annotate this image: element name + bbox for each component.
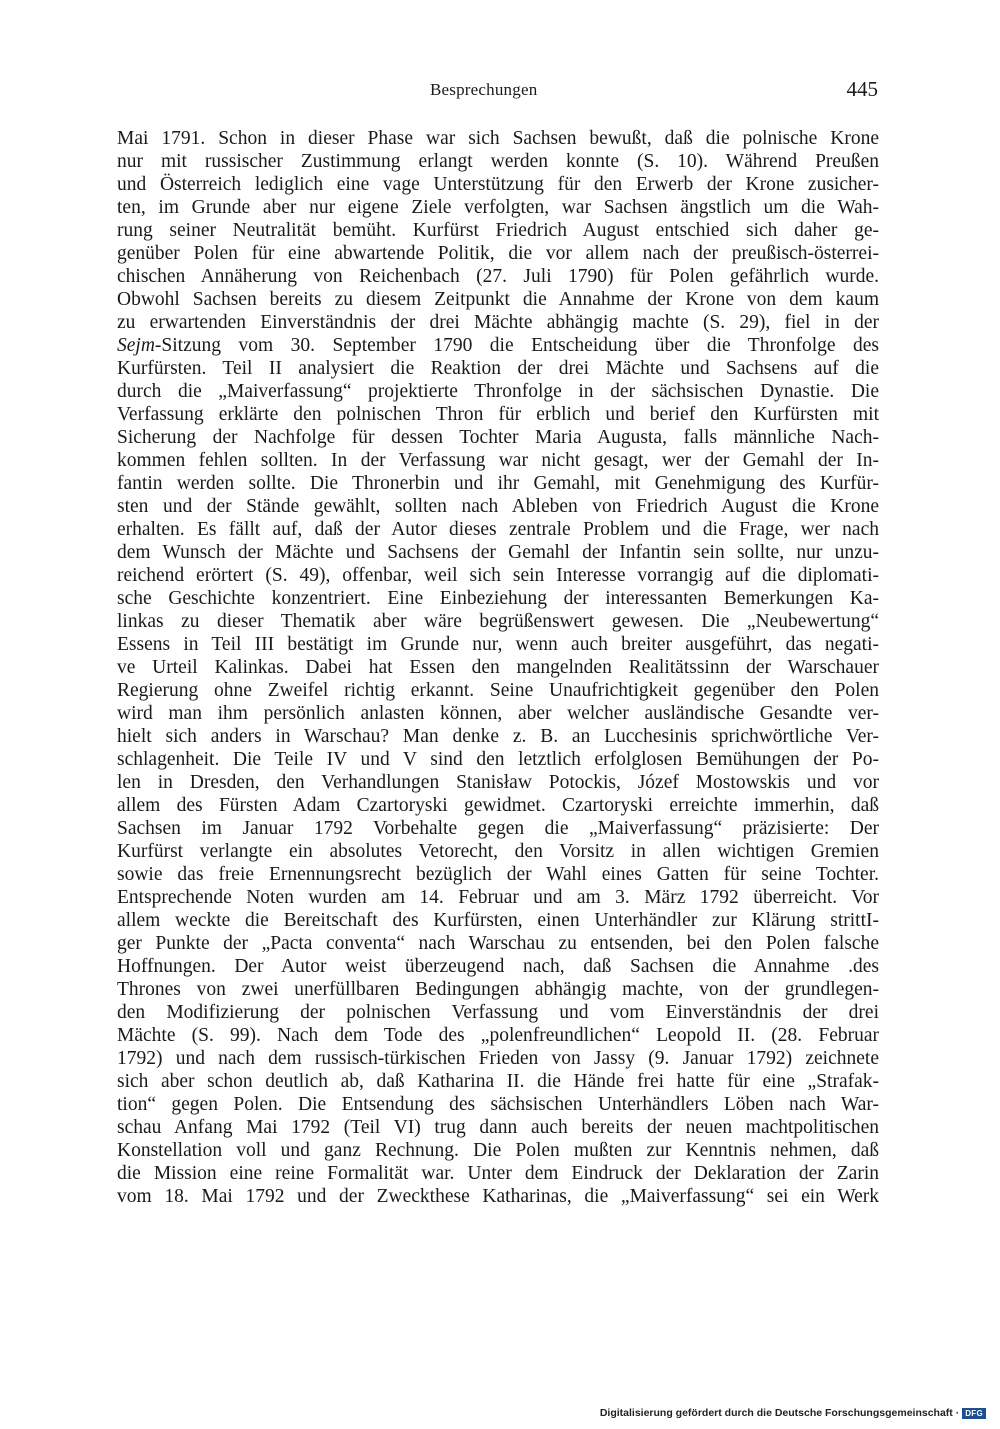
text-line: wird man ihm persönlich anlasten können, aber welcher ausländische Gesandte ver- [117,703,879,724]
text-line: Kurfürst verlangte ein absolutes Vetorecht, den Vorsitz in allen wichtigen Gremien [117,841,879,862]
running-title: Besprechungen [430,80,538,99]
text-line: ve Urteil Kalinkas. Dabei hat Essen den mangelnden Realitätssinn der Warschauer [117,657,879,678]
text-line: durch die „Maiverfassung“ projektierte Thronfolge in der sächsischen Dynastie. Die [117,381,879,402]
text-line: sten und der Stände gewählt, sollten nach Ableben von Friedrich August die Krone [117,496,879,517]
text-line: 1792) und nach dem russisch-türkischen Frieden von Jassy (9. Januar 1792) zeichnete [117,1048,879,1069]
body-text [117,127,879,1208]
text-line: vom 18. Mai 1792 und der Zweckthese Katharinas, die „Maiverfassung“ sei ein Werk [117,1186,879,1207]
text-line: Entsprechende Noten wurden am 14. Februar und am 3. März 1792 überreicht. Vor [117,887,879,908]
text-line: schlagenheit. Die Teile IV und V sind den letztlich erfolglosen Bemühungen der Po- [117,749,879,770]
page-number: 445 [846,77,878,101]
text-line: Mächte (S. 99). Nach dem Tode des „polenfreundlichen“ Leopold II. (28. Februar [117,1025,879,1046]
running-head [0,77,1000,108]
text-line: Sejm-Sitzung vom 30. September 1790 die Entscheidung über die Thronfolge des [117,335,879,356]
text-line: ten, im Grunde aber nur eigene Ziele verfolgten, war Sachsen ängstlich um die Wah- [117,197,879,218]
text-line: rung seiner Neutralität bemüht. Kurfürst Friedrich August entschied sich daher ge- [117,220,879,241]
text-line: Obwohl Sachsen bereits zu diesem Zeitpunkt die Annahme der Krone von dem kaum [117,289,879,310]
text-line: schau Anfang Mai 1792 (Teil VI) trug dann auch bereits der neuen machtpolitischen [117,1117,879,1138]
text-line: hielt sich anders in Warschau? Man denke z. B. an Lucchesinis sprichwörtliche Ver- [117,726,879,747]
text-line: Verfassung erklärte den polnischen Thron für erblich und berief den Kurfürsten mit [117,404,879,425]
text-line: Sicherung der Nachfolge für dessen Tochter Maria Augusta, falls männliche Nach- [117,427,879,448]
text-line: Thrones von zwei unerfüllbaren Bedingungen abhängig machte, von der grundlegen- [117,979,879,1000]
text-line: fantin werden sollte. Die Thronerbin und ihr Gemahl, mit Genehmigung des Kurfür- [117,473,879,494]
text-line: linkas zu dieser Thematik aber wäre begrüßenswert gewesen. Die „Neubewertung“ [117,611,879,632]
text-line: Regierung ohne Zweifel richtig erkannt. Seine Unaufrichtigkeit gegenüber den Polen [117,680,879,701]
text-line: allem des Fürsten Adam Czartoryski gewidmet. Czartoryski erreichte immerhin, daß [117,795,879,816]
text-line: den Modifizierung der polnischen Verfassung und vom Einverständnis der drei [117,1002,879,1023]
text-line: tion“ gegen Polen. Die Entsendung des sächsischen Unterhändlers Löben nach War- [117,1094,879,1115]
text-line: len in Dresden, den Verhandlungen Stanisław Potockis, Józef Mostowskis und vor [117,772,879,793]
text-line: erhalten. Es fällt auf, daß der Autor dieses zentrale Problem und die Frage, wer nach [117,519,879,540]
text-line: genüber Polen für eine abwartende Politik, die vor allem nach der preußisch-österrei- [117,243,879,264]
text-line: kommen fehlen sollten. In der Verfassung war nicht gesagt, wer der Gemahl der In- [117,450,879,471]
text-line: Sachsen im Januar 1792 Vorbehalte gegen die „Maiverfassung“ präzisierte: Der [117,818,879,839]
text-line: allem weckte die Bereitschaft des Kurfürsten, einen Unterhändler zur Klärung strittI- [117,910,879,931]
text-line: nur mit russischer Zustimmung erlangt werden konnte (S. 10). Während Preußen [117,151,879,172]
text-line: und Österreich lediglich eine vage Unterstützung für den Erwerb der Krone zusicher- [117,174,879,195]
text-line: sowie das freie Ernennungsrecht bezüglich der Wahl eines Gatten für seine Tochter. [117,864,879,885]
text-line: Konstellation voll und ganz Rechnung. Die Polen mußten zur Kenntnis nehmen, daß [117,1140,879,1161]
credit-text: Digitalisierung gefördert durch die Deutsche Forschungsgemeinschaft · [599,1407,960,1419]
text-line: sich aber schon deutlich ab, daß Katharina II. die Hände frei hatte für eine „Strafak- [117,1071,879,1092]
text-line: die Mission eine reine Formalität war. Unter dem Eindruck der Deklaration der Zarin [117,1163,879,1184]
text-line: chischen Annäherung von Reichenbach (27. Juli 1790) für Polen gefährlich wurde. [117,266,879,287]
text-line: sche Geschichte konzentriert. Eine Einbeziehung der interessanten Bemerkungen Ka- [117,588,879,609]
text-line: Kurfürsten. Teil II analysiert die Reaktion der drei Mächte und Sachsens auf die [117,358,879,379]
digitization-credit [600,1407,986,1419]
text-line: zu erwartenden Einverständnis der drei Mächte abhängig machte (S. 29), fiel in der [117,312,879,333]
text-line: dem Wunsch der Mächte und Sachsens der Gemahl der Infantin sein sollte, nur unzu- [117,542,879,563]
text-line: Essens in Teil III bestätigt im Grunde nur, wenn auch breiter ausgeführt, das negati- [117,634,879,655]
text-line: Mai 1791. Schon in dieser Phase war sich Sachsen bewußt, daß die polnische Krone [117,128,879,149]
text-line: reichend erörtert (S. 49), offenbar, weil sich sein Interesse vorrangig auf die diplomati- [117,565,879,586]
text-line: Hoffnungen. Der Autor weist überzeugend nach, daß Sachsen die Annahme .des [117,956,879,977]
dfg-logo: DFG [962,1408,986,1419]
text-line: ger Punkte der „Pacta conventa“ nach Warschau zu entsenden, bei den Polen falsche [117,933,879,954]
